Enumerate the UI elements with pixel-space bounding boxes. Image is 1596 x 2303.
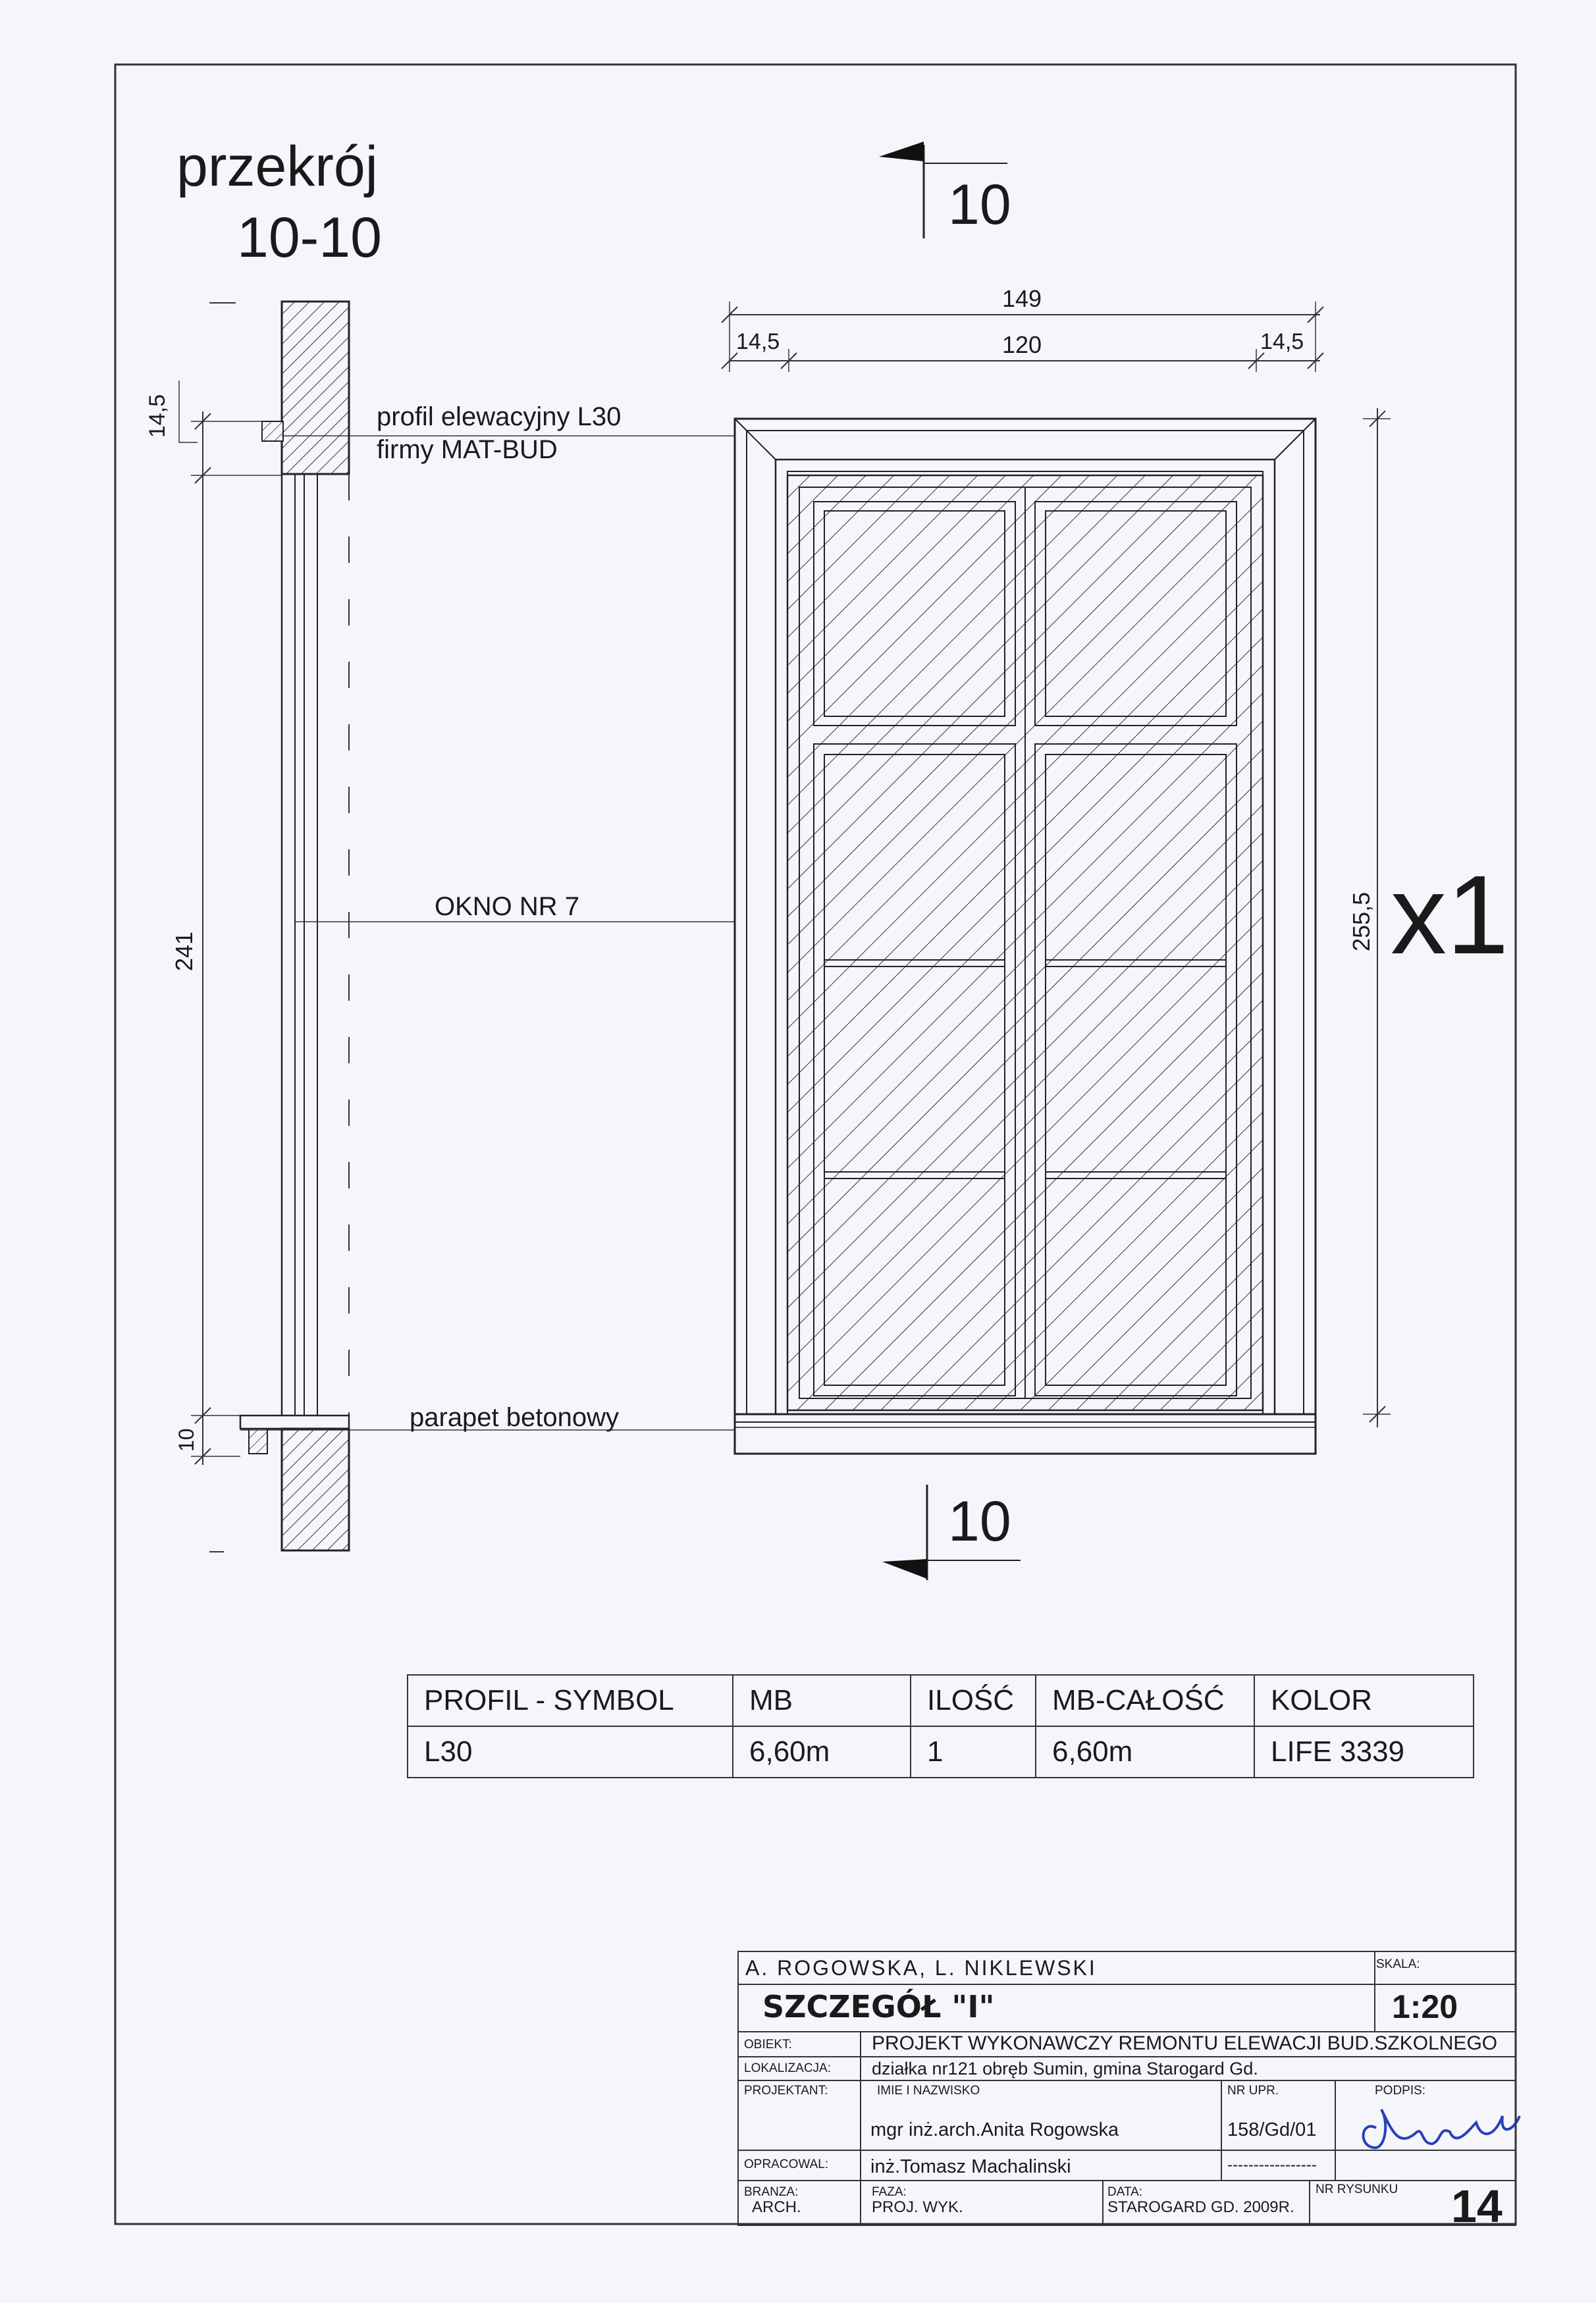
signature-label: PODPIS: [1375, 2084, 1426, 2098]
label-profile: profil elewacyjny L30 [377, 402, 622, 431]
profile-l30 [262, 421, 283, 441]
date-value: STAROGARD GD. 2009R. [1107, 2198, 1294, 2216]
location-label: LOKALIZACJA: [744, 2061, 831, 2075]
designer-label: PROJEKTANT: [744, 2084, 828, 2098]
label-window: OKNO NR 7 [435, 892, 580, 921]
table-header: MB [733, 1675, 911, 1726]
table-cell: 1 [911, 1726, 1036, 1778]
table-header: PROFIL - SYMBOL [408, 1675, 733, 1726]
cross-section [209, 302, 349, 1552]
dim-total-width: 149 [1002, 285, 1042, 312]
prepared-by: inż.Tomasz Machalinski [870, 2156, 1071, 2177]
authors: A. ROGOWSKA, L. NIKLEWSKI [745, 1956, 1097, 1980]
top-dimensions [722, 285, 1323, 372]
scale-label: SKALA: [1376, 1957, 1420, 1971]
table-row [408, 1726, 1474, 1778]
section-marker-top-label: 10 [948, 173, 1011, 236]
table-cell: 6,60m [1036, 1726, 1254, 1778]
object-label: OBIEKT: [744, 2038, 792, 2052]
pane-right-1 [1035, 502, 1237, 726]
date-label: DATA: [1107, 2185, 1143, 2199]
label-profile-company: firmy MAT-BUD [377, 435, 558, 464]
pane-left-1 [814, 502, 1015, 726]
table-header-row [408, 1675, 1474, 1726]
phase-label: FAZA: [872, 2185, 907, 2199]
phase-value: PROJ. WYK. [872, 2198, 963, 2216]
left-dimensions [145, 381, 282, 1465]
label-sill: parapet betonowy [410, 1403, 620, 1432]
section-marker-bottom [882, 1485, 1021, 1580]
designer-license: 158/Gd/01 [1227, 2119, 1317, 2140]
dim-side-right: 14,5 [1260, 329, 1304, 354]
dim-height-left: 241 [171, 931, 198, 971]
wall-upper [282, 302, 349, 474]
dim-inner-width: 120 [1002, 331, 1042, 358]
designer-name: mgr inż.arch.Anita Rogowska [870, 2119, 1119, 2140]
table-cell: L30 [408, 1726, 733, 1778]
right-dimensions [1348, 408, 1391, 1427]
section-marker-bottom-label: 10 [948, 1490, 1011, 1553]
dim-sill-height: 10 [174, 1428, 198, 1452]
dim-height-right: 255,5 [1348, 891, 1375, 951]
branch-label: BRANZA: [744, 2185, 799, 2199]
license-label: NR UPR. [1227, 2084, 1279, 2098]
object-value: PROJEKT WYKONAWCZY REMONTU ELEWACJI BUD.SZKOLNEGO [872, 2032, 1498, 2054]
sill [240, 1416, 349, 1429]
drawing-number-label: NR RYSUNKU [1316, 2183, 1398, 2196]
material-table [407, 1674, 1474, 1778]
pane-left-2 [814, 744, 1015, 1396]
location-value: działka nr121 obręb Sumin, gmina Starogard Gd. [872, 2059, 1258, 2078]
drawing-number: 14 [1451, 2181, 1503, 2232]
pane-right-2 [1035, 744, 1237, 1396]
drawing-title: SZCZEGÓŁ "I" [762, 1989, 995, 2025]
wall-lower [282, 1429, 349, 1550]
scale-value: 1:20 [1392, 1988, 1458, 2025]
table-header: KOLOR [1254, 1675, 1474, 1726]
table-header: ILOŚĆ [911, 1675, 1036, 1726]
section-title: przekrój [176, 135, 378, 198]
prepared-label: OPRACOWAL: [744, 2157, 829, 2171]
table-cell: LIFE 3339 [1254, 1726, 1474, 1778]
table-header: MB-CAŁOŚĆ [1036, 1675, 1254, 1726]
window-elevation [735, 419, 1316, 1454]
title-block [737, 1951, 1516, 2232]
prepared-license: ----------------- [1227, 2156, 1317, 2174]
table-cell: 6,60m [733, 1726, 911, 1778]
section-number: 10-10 [237, 206, 382, 269]
multiplier: x1 [1391, 853, 1509, 978]
name-label: IMIE I NAZWISKO [877, 2084, 980, 2098]
window-sill [735, 1414, 1316, 1454]
dim-profile-height: 14,5 [145, 394, 170, 438]
branch-value: ARCH. [752, 2198, 801, 2216]
dim-side-left: 14,5 [736, 329, 780, 354]
section-marker-top [879, 142, 1011, 238]
